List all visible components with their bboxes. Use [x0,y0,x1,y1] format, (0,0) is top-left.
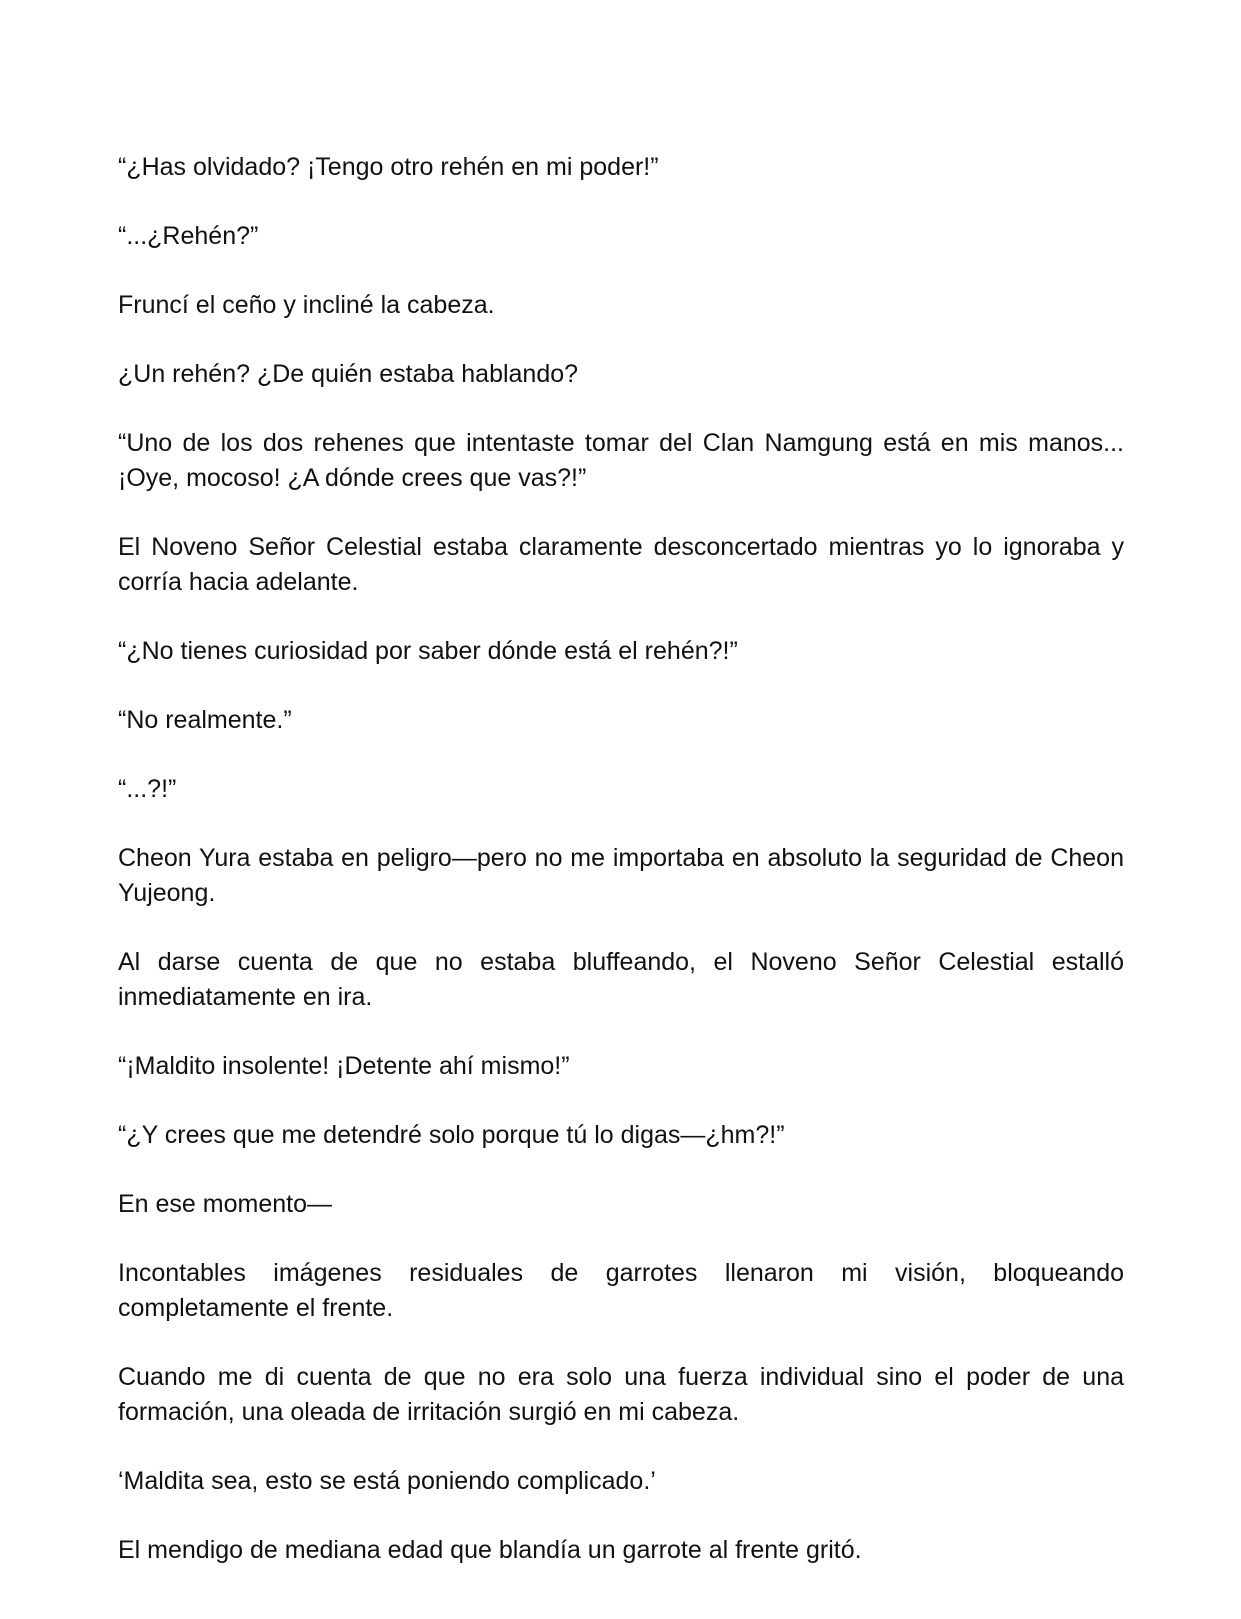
paragraph-7: “¿No tienes curiosidad por saber dónde está el rehén?!” [118,637,738,665]
paragraph-16: Cuando me di cuenta de que no era solo una fuerza individual sino el poder de una formación, una oleada de irritación surgió en mi cabeza. [118,1363,1124,1426]
paragraph-12: “¡Maldito insolente! ¡Detente ahí mismo!” [118,1052,570,1080]
paragraph-15: Incontables imágenes residuales de garrotes llenaron mi visión, bloqueando completamente el frente. [118,1259,1124,1322]
paragraph-13: “¿Y crees que me detendré solo porque tú lo digas—¿hm?!” [118,1121,785,1149]
paragraph-17: ‘Maldita sea, esto se está poniendo complicado.’ [118,1467,656,1495]
paragraph-10: Cheon Yura estaba en peligro—pero no me importaba en absoluto la seguridad de Cheon Yujeong. [118,844,1124,907]
paragraph-2: “...¿Rehén?” [118,222,259,250]
paragraph-3: Fruncí el ceño y incliné la cabeza. [118,291,495,319]
paragraph-6: El Noveno Señor Celestial estaba claramente desconcertado mientras yo lo ignoraba y corría hacia adelante. [118,533,1124,596]
paragraph-4: ¿Un rehén? ¿De quién estaba hablando? [118,360,579,388]
paragraph-8: “No realmente.” [118,706,292,734]
paragraph-11: Al darse cuenta de que no estaba bluffeando, el Noveno Señor Celestial estalló inmediatamente en ira. [118,948,1124,1011]
paragraph-5: “Uno de los dos rehenes que intentaste tomar del Clan Namgung está en mis manos... ¡Oye, mocoso! ¿A dónde crees que vas?!” [118,429,1124,492]
paragraph-14: En ese momento— [118,1190,332,1218]
document-body [118,150,1124,1602]
paragraph-9: “...?!” [118,775,177,803]
paragraph-1: “¿Has olvidado? ¡Tengo otro rehén en mi poder!” [118,153,659,181]
paragraph-18: El mendigo de mediana edad que blandía un garrote al frente gritó. [118,1536,862,1564]
